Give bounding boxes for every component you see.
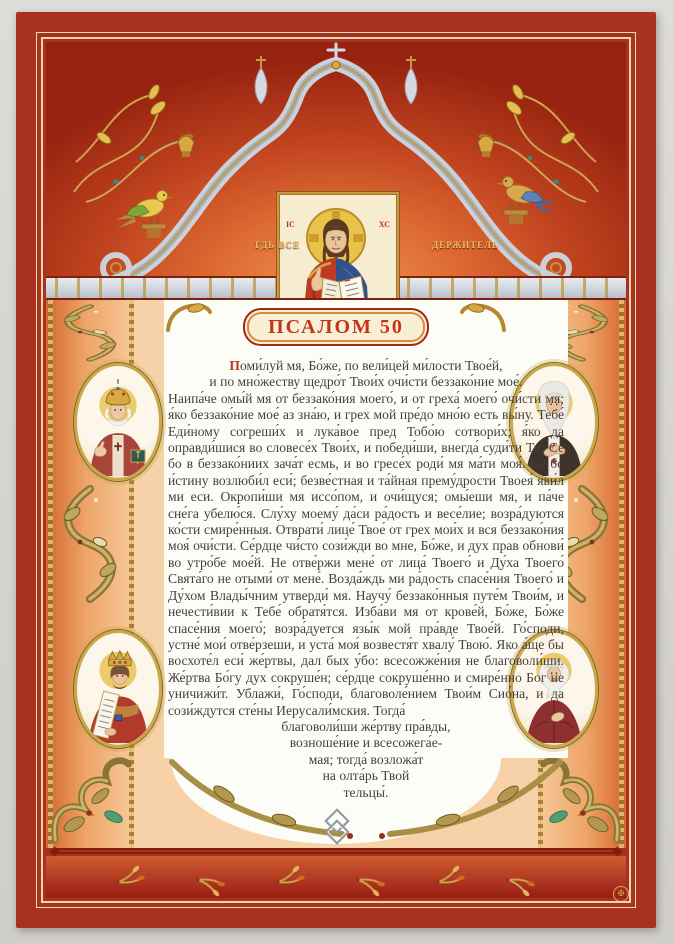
bird-right-icon (496, 177, 556, 225)
panel-corner-ornament (460, 302, 506, 332)
bottom-rule (56, 848, 616, 854)
footer-ornament-strip (46, 856, 626, 898)
nimbus-inscription-ic: ІС (286, 220, 295, 229)
psalm-poster (16, 12, 656, 928)
arch-inscription-right: ДЕРЖИТЕЛЬ (432, 240, 499, 250)
tail-line: мая; тогда́ возложа́т (308, 751, 424, 767)
acanthus-leaf-cluster (46, 748, 134, 848)
tail-line: тельцы́. (343, 784, 389, 800)
bird-left-icon (116, 191, 174, 239)
saint-icon-nicholas (74, 363, 162, 481)
acanthus-scroll-ornament (50, 304, 130, 362)
footer-sprigs (46, 856, 626, 898)
tail-line: на олта́рь Твой (322, 768, 410, 784)
saint-icon-king-david (74, 630, 162, 748)
red-initial-letter: П (229, 358, 240, 373)
panel-corner-ornament (166, 302, 212, 332)
acanthus-scroll-ornament (50, 484, 130, 604)
interlace-knot-ornament (325, 812, 347, 844)
psalm-text (168, 300, 564, 801)
publisher-mark-icon: ✠ (613, 886, 629, 902)
opening-line1: оми́луй мя, Бо́же, по вели́цей ми́лости Твое́й, (240, 358, 503, 373)
tail-line: возноше́ние и всесожега́е- (289, 735, 443, 751)
psalm-title: ПСАЛОМ 50 (268, 315, 404, 338)
tail-line: благоволи́ши же́ртву пра́вды, (281, 718, 451, 734)
middle-zone (46, 300, 626, 848)
header-ornament-zone (46, 42, 626, 298)
goblet-finial-icon (178, 136, 494, 157)
nimbus-inscription-xc: ХС (378, 220, 390, 229)
arch-inscription-left: ГДЬ ВСЕ (255, 240, 300, 250)
psalm-opening-lines (168, 358, 564, 391)
opening-line2: и по мно́жеству щедро́т Твои́х очи́сти беззако́ние мое́. (209, 374, 523, 390)
psalm-title-badge (243, 308, 429, 346)
psalm-tail-lines (168, 719, 564, 801)
psalm-body: Наипа́че омы́й мя от беззако́ния моего́, и от греха́ моего́ очи́сти мя; я́ко беззако́ние мое́ аз зна́ю, и грех мой пре́до мно́ю есть вы́ну. Тебе́ Еди́ному согреши́х и лука́вое пред Тобо́ю сотвори́х; я́ко да оправди́шися во словесе́х Твои́х, и победи́ши, внегда́ суди́ти Ти. Се бо в беззако́ниих зача́т есмь, и во гресе́х роди́ мя ма́ти моя́. Се бо и́стину возлюби́л еси́; безве́стная и та́йная прему́дрости Твоея́ яви́л ми еси. Окропи́ши мя иссо́пом, и очи́щуся; омы́еши мя, и па́че сне́га убелю́ся. Слу́ху моему́ да́си ра́дость и весе́лие; возра́дуются ко́сти смире́нныя. Отврати́ лице́ Твое́ от грех мои́х и вся беззако́ния моя́ очи́сти. Се́рдце чи́сто сози́жди во мне, Бо́же, и дух прав обнови́ во утро́бе мое́й. Не отве́ржи мене́ от лица́ Твоего́ и Ду́ха Твоего́ Свята́го не отыми́ от мене́. Возда́ждь ми ра́дость спасе́ния Твоего́ и Ду́хом Влады́чним утверди́ мя. Научу́ беззако́нныя путе́м Твои́м, и нечести́вии к Тебе́ обратя́тся. Изба́ви мя от крове́й, Бо́же, Бо́же спасе́ния моего́; возра́дуется язы́к мой пра́вде Твое́й. Го́споди, устне́ мои́ отве́рзеши, и уста́ моя́ возвестя́т хвалу́ Твою́. Яко а́ще бы восхоте́л еси́ же́ртвы, дал бых у́бо: всесожже́ния не благоволи́ши. Же́ртва Бо́гу дух сокруше́н; се́рдце сокруше́нно и смире́нно Бог не уничижи́т. Ублажи́, Го́споди, благоволе́нием Твои́м Сио́на, и да сози́ждутся сте́ны Иерусали́мския. Тогда́ (168, 390, 564, 718)
